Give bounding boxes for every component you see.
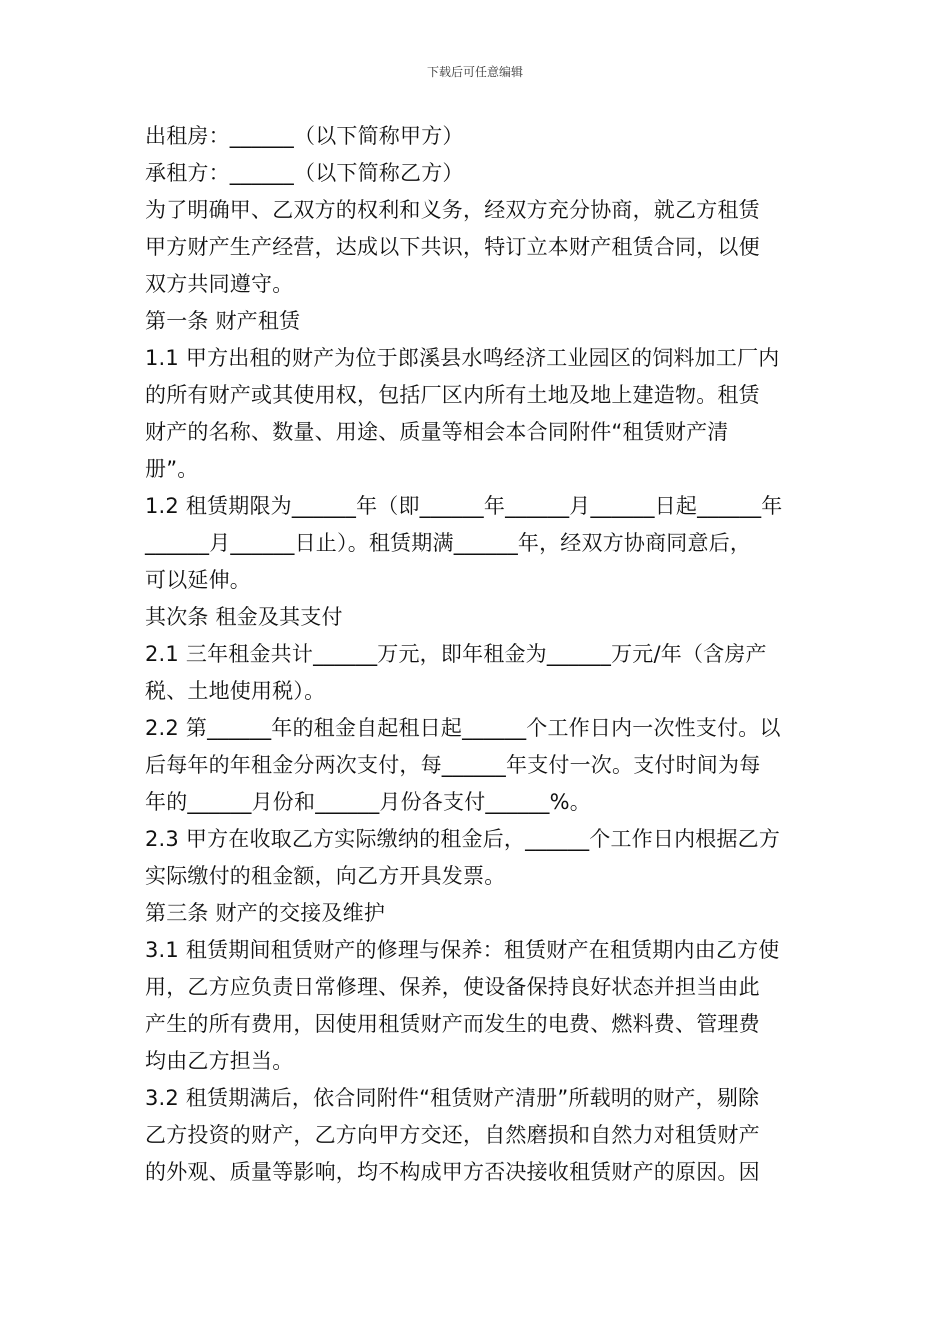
body-line: 3.2 租赁期满后，依合同附件“租赁财产清册”所载明的财产，剔除 [145,1086,760,1110]
body-line: 年的______月份和______月份各支付______%。 [145,790,591,814]
body-line: 2.1 三年租金共计______万元，即年租金为______万元/年（含房产 [145,642,767,666]
section-heading: 第三条 财产的交接及维护 [145,901,386,925]
body-line: ______月______日止）。租赁期满______年，经双方协商同意后， [145,531,752,555]
section-heading: 其次条 租金及其支付 [145,605,343,629]
body-line: 册”。 [145,457,199,481]
body-line: 2.2 第______年的租金自起租日起______个工作日内一次性支付。以 [145,716,781,740]
body-line: 税、土地使用税）。 [145,679,326,703]
body-line: 承租方：______（以下简称乙方） [145,161,464,185]
body-line: 用，乙方应负责日常修理、保养，使设备保持良好状态并担当由此 [145,975,760,999]
contract-body [145,118,810,1191]
body-line: 均由乙方担当。 [145,1049,294,1073]
header-note: 下载后可任意编辑 [426,65,523,79]
body-line: 3.1 租赁期间租赁财产的修理与保养：租赁财产在租赁期内由乙方使 [145,938,780,962]
body-line: 的所有财产或其使用权，包括厂区内所有土地及地上建造物。租赁 [145,383,760,407]
body-line: 1.1 甲方出租的财产为位于郎溪县水鸣经济工业园区的饲料加工厂内 [145,346,780,370]
body-line: 实际缴付的租金额，向乙方开具发票。 [145,864,506,888]
body-line: 财产的名称、数量、用途、质量等相会本合同附件“租赁财产清 [145,420,729,444]
body-line: 出租房：______（以下简称甲方） [145,124,464,148]
body-line: 乙方投资的财产，乙方向甲方交还，自然磨损和自然力对租赁财产 [145,1123,760,1147]
body-line: 可以延伸。 [145,568,251,592]
body-line: 2.3 甲方在收取乙方实际缴纳的租金后，______个工作日内根据乙方 [145,827,781,851]
section-heading: 第一条 财产租赁 [145,309,301,333]
body-line: 产生的所有费用，因使用租赁财产而发生的电费、燃料费、管理费 [145,1012,760,1036]
body-line: 为了明确甲、乙双方的权利和义务，经双方充分协商，就乙方租赁 [145,198,760,222]
body-line: 的外观、质量等影响，均不构成甲方否决接收租赁财产的原因。因 [145,1160,760,1184]
body-line: 1.2 租赁期限为______年（即______年______月______日起______年 [145,494,783,518]
body-line: 双方共同遵守。 [145,272,294,296]
body-line: 后每年的年租金分两次支付，每______年支付一次。支付时间为每 [145,753,761,777]
body-line: 甲方财产生产经营，达成以下共识，特订立本财产租赁合同，以便 [145,235,760,259]
